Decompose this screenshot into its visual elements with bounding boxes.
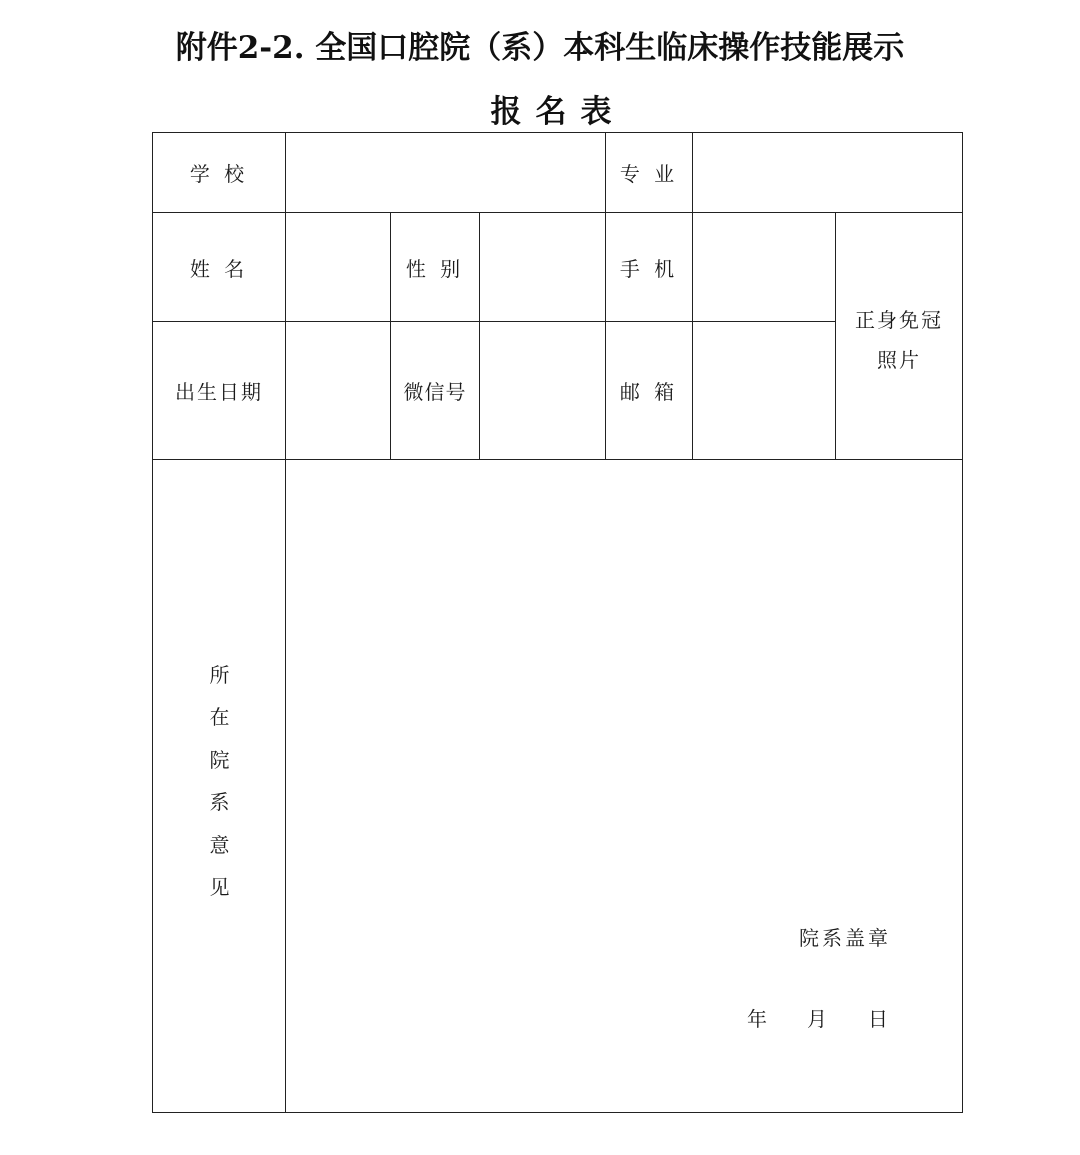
wechat-field[interactable] [480,322,605,459]
opinion-char: 见 [209,874,230,899]
date-day-label: 日 [868,1007,888,1031]
major-label: 专 业 [619,162,679,186]
date-month-label: 月 [807,1007,827,1031]
gender-field[interactable] [480,213,605,321]
school-label: 学 校 [189,162,249,186]
opinion-char: 在 [209,705,230,730]
date-year-label: 年 [747,1007,767,1031]
birthdate-field[interactable] [286,322,390,459]
school-field[interactable] [286,133,605,212]
gender-label: 性 别 [405,256,465,281]
photo-label-line2: 照片 [877,348,921,372]
phone-label: 手 机 [619,256,679,281]
name-field[interactable] [286,213,390,321]
wechat-label: 微信号 [403,380,467,404]
document-title: 附件2-2. 全国口腔院（系）本科生临床操作技能展示 [175,30,905,66]
department-opinion-label [154,654,285,908]
opinion-char: 意 [209,832,230,857]
email-field[interactable] [693,322,835,459]
birthdate-label: 出生日期 [175,380,263,404]
opinion-char: 院 [209,747,230,772]
department-stamp-label: 院系盖章 [799,926,891,950]
name-label: 姓 名 [189,256,249,281]
major-field[interactable] [693,133,962,212]
document-subtitle: 报名表 [490,94,626,130]
photo-label [836,300,962,380]
opinion-char: 系 [209,790,230,815]
opinion-char: 所 [209,663,230,687]
department-opinion-field[interactable] [286,460,962,900]
form-border-bottom [152,1112,963,1113]
form-border-right [962,132,963,1113]
phone-field[interactable] [693,213,835,321]
photo-label-line1: 正身免冠 [855,308,943,332]
email-label: 邮 箱 [619,380,679,404]
